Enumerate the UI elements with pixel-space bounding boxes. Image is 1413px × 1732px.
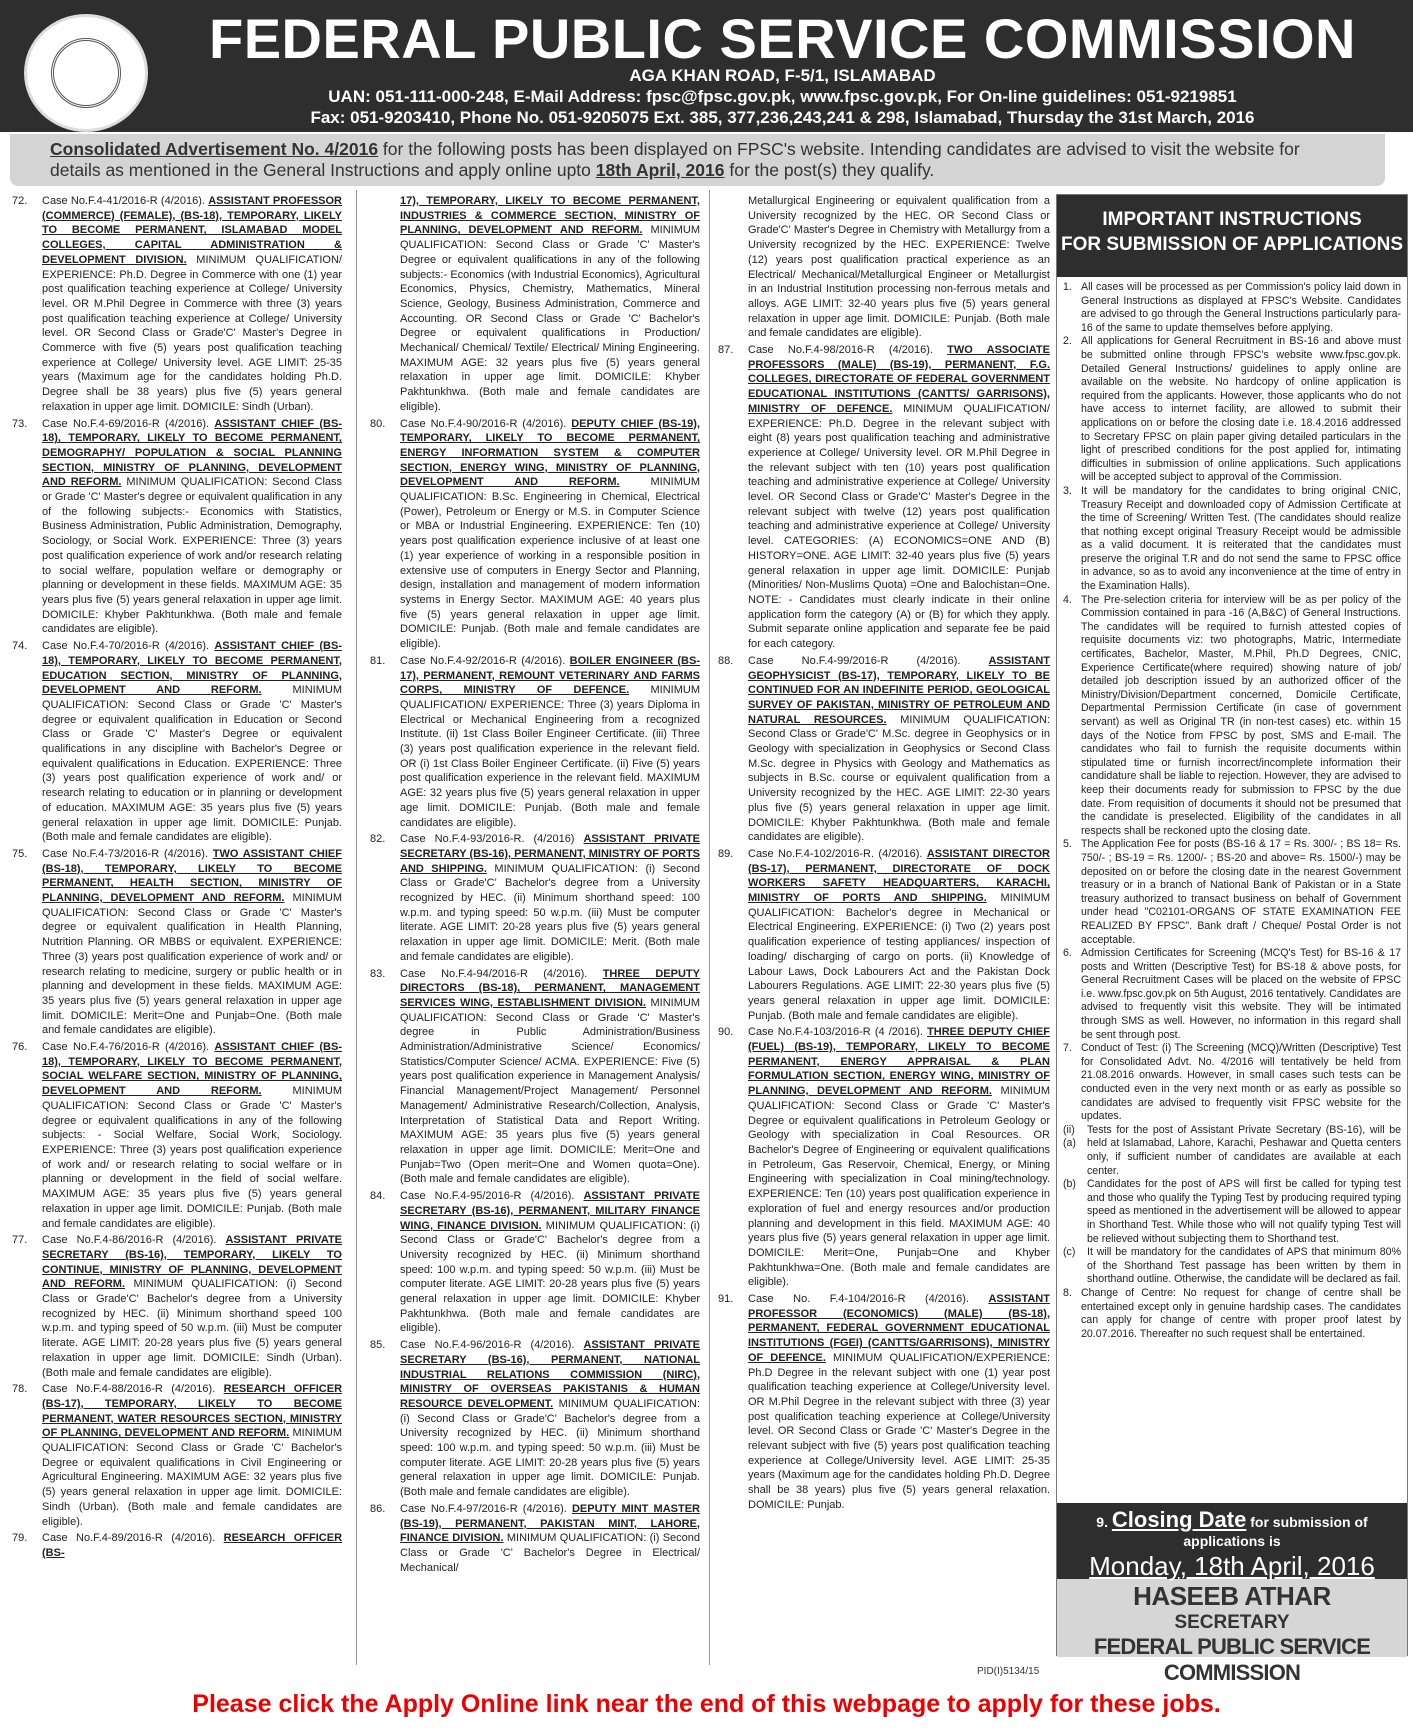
jobs-column-3 (718, 194, 1050, 1664)
job-entry (718, 194, 1050, 341)
post-title: ASSISTANT PROFESSOR (COMMERCE) (FEMALE), (BS-18), TEMPORARY, LIKELY TO BECOME PERMANENT, ISLAMABAD MODEL COLLEGES, CAPITAL ADMINISTRATION & DEVELOPMENT DIVISION. (42, 195, 342, 266)
entry-number: 83. (370, 967, 386, 980)
entry-text (42, 417, 342, 638)
entry-text (400, 1189, 700, 1336)
job-entry (12, 847, 342, 1038)
entry-number: 74. (12, 640, 28, 653)
instruction-number: (b) (1063, 1178, 1076, 1191)
instruction-text: Admission Certificates for Screening (MCQ's Test) for BS-16 & 17 posts and Written (Descriptive Test) for BS-18 & above posts, for General Recruitment Cases will be placed on the website of FPSC i.e. www.fpsc.gov.pk on 5th August, 2016 tentatively. Candidates are advised to frequently visit this website. They will be intimated through SMS as well. However, no information in this regard shall be sent through post. (1081, 947, 1401, 1041)
apply-online-notice: Please click the Apply Online link near the end of this webpage to apply for these jobs. (192, 1690, 1221, 1718)
post-title: DEPUTY MINT MASTER (BS-19), PERMANENT, PAKISTAN MINT, LAHORE, FINANCE DIVISION. (400, 1502, 700, 1545)
post-details: MINIMUM QUALIFICATION: B.Sc. Engineering in Chemical, Electrical (Power), Petroleum or Energy or M.S. in Computer Science or MBA or Industrial Engineering. EXPERIENCE: Ten (10) years post qualification experience inclusive of at least one (1) year experience of working in a responsible position in extensive use of computers in Energy Sector and Planning, design, installation and management of modern information systems in Energy Sector. MAXIMUM AGE: 40 years plus five (5) years general relaxation in upper age limit. DOMICILE: Punjab. (Both male and female candidates are eligible). (400, 476, 700, 651)
case-number: Case No.F.4-69/2016-R (4/2016). (42, 417, 210, 430)
address: AGA KHAN ROAD, F-5/1, ISLAMABAD (629, 66, 936, 85)
entry-number (718, 194, 748, 341)
signatory-org: FEDERAL PUBLIC SERVICE COMMISSION (1093, 1634, 1371, 1685)
case-number: Case No.F.4-98/2016-R (4/2016). (748, 344, 933, 357)
post-details: MINIMUM QUALIFICATION/ EXPERIENCE: Three (3) years Diploma in Electrical or Mechanical Engineering from a recognized Institute. (ii) 1st Class Boiler Engineer Certificate. (iii) Three (3) years post qualification experience in the relevant field. OR (i) 1st Class Boiler Engineer Certificate. (ii) Five (5) years post qualification experience in the relevant field. MAXIMUM AGE: 32 years plus five (5) years general relaxation in upper age limit. DOMICILE: Punjab. (Both male and female candidates are eligible). (400, 684, 700, 829)
instruction-item (1063, 594, 1401, 839)
instruction-item (1063, 485, 1401, 594)
job-entry (718, 1025, 1050, 1290)
post-details: MINIMUM QUALIFICATION: Second Class or Grade'C' M.Sc. degree in Geophysics or in Geology with specialization in Geophysics or Second Class M.Sc. degree in Physics with Geology and Mathematics as subjects in B.Sc. course or equivalent qualification from a University recognized by the HEC. AGE LIMIT: 22-30 years plus five (5) years general relaxation in upper age limit. DOMICILE: Khyber Pakhtunkhwa. (Both male and female candidates are eligible). (748, 713, 1050, 844)
entry-number: 79. (12, 1532, 28, 1545)
instruction-text: All cases will be processed as per Commission's policy laid down in General Instructions as displayed at FPSC's Website. Candidates are advised to go through the General Instructions particularly para-16 of the same to update themselves before applying. (1081, 281, 1401, 334)
instruction-number: 8. (1063, 1286, 1072, 1299)
entry-text (42, 1233, 342, 1380)
entry-number: 84. (370, 1190, 386, 1203)
case-number: Case No.F.4-94/2016-R (4/2016). (400, 967, 588, 980)
post-details: MINIMUM QUALIFICATION: Second Class or Grade 'C' Master's Degree or equivalent qualifications in Petroleum Geology or Geology with specialization in Coal Resources. OR Bachelor's Degree of Engineering or equivalent qualifications in Petroleum, Gas Reservoir, Chemical, Energy, or Mining Engineering with specialization in Coal mining/technology. EXPERIENCE: Ten (10) years post qualification experience in exploration of fuel and energy resources and/or production planning and development in this field. MAXIMUM AGE: 40 years plus five (5) years general relaxation in upper age limit. DOMICILE: Merit=One, Punjab=One and Khyber Pakhtunkhwa=One. (Both male and female candidates are eligible). (748, 1085, 1050, 1289)
post-details: MINIMUM QUALIFICATION: Second Class or Grade 'C' Master's degree or equivalent qualification in Education or Second Class or Grade 'C' Master's Degree or equivalent qualifications in any discipline with Bachelor's Degree or equivalent qualifications in Education. EXPERIENCE: Three (3) years post qualification experience of work and/ or research relating to education or in planning or development of education. MAXIMUM AGE: 35 years plus five (5) years general relaxation in upper age limit. DOMICILE: Punjab. (Both male and female candidates are eligible). (42, 684, 342, 844)
heading-line-2: FOR SUBMISSION OF APPLICATIONS (1061, 234, 1404, 255)
job-entry (370, 967, 700, 1188)
instruction-item (1063, 838, 1401, 947)
post-title: ASSISTANT CHIEF (BS-18), TEMPORARY, LIKELY TO BECOME PERMANENT, DEMOGRAPHY/ POPULATION & SOCIAL PLANNING SECTION, MINISTRY OF PLANNING, DEVELOPMENT AND REFORM. (42, 417, 342, 489)
fax-line: Fax: 051-9203410, Phone No. 051-9205075 Ext. 385, 377,236,243,241 & 298, Islamabad, Thursday the 31st March, 2016 (310, 108, 1255, 127)
post-title: ASSISTANT DIRECTOR (BS-17), PERMANENT, DIRECTORATE OF DOCK WORKERS SAFETY HEADQUARTERS, KARACHI, MINISTRY OF PORTS AND SHIPPING. (748, 847, 1050, 905)
instruction-item (1063, 947, 1401, 1042)
post-details: MINIMUM QUALIFICATION: Second Class or Grade 'C' Master's degree or equivalent qualification in Health Planning, Nutrition Planning. OR MBBS or equivalent. EXPERIENCE: Three (3) years post qualification experience of work and/ or research relating to medicine, surgery or public health or in planning and development in these fields. MAXIMUM AGE: 35 years plus five (5) years general relaxation in upper age limit. DOMICILE: Merit=One and Punjab=One. (Both male and female candidates are eligible). (42, 892, 342, 1037)
post-details: MINIMUM QUALIFICATION: Second Class or Grade 'C' Master's degree in Public Administration/Business Administration/Administrative Science/ Economics/ Statistics/Computer Science/ ACMA. EXPERIENCE: Five (5) years post qualification experience in Management Analysis/ Financial Management/Project Management/ Personnel Management/ Administrative Research/Collection, Analysis, Interpretation of Statistical Data and Report Writing. MAXIMUM AGE: 35 years plus five (5) years general relaxation in upper age limit. DOMICILE: Merit=One and Punjab=Two (Open merit=One and Women quota=One). (Both male and female candidates are eligible). (400, 996, 700, 1186)
case-number: Case No.F.4-93/2016-R. (4/2016) (400, 833, 575, 846)
entry-text (400, 832, 700, 964)
instruction-number: 1. (1063, 281, 1072, 293)
entry-number: 85. (370, 1339, 386, 1352)
entry-text (748, 194, 1050, 341)
case-number: Case No.F.4-92/2016-R (4/2016). (400, 654, 566, 667)
case-number: Case No.F.4-103/2016-R (4 /2016). (748, 1026, 923, 1039)
header-band (0, 0, 1413, 132)
job-entry (12, 1233, 342, 1380)
post-title: ASSISTANT PRIVATE SECRETARY (BS-16), PERMANENT, MILITARY FINANCE WING, FINANCE DIVISION. (400, 1190, 700, 1232)
post-title: ASSISTANT CHIEF (BS-18), TEMPORARY, LIKELY TO BECOME PERMANENT, EDUCATION SECTION, MINISTRY OF PLANNING, DEVELOPMENT AND REFORM. (42, 640, 342, 697)
post-details: MINIMUM QUALIFICATION: (i) Second Class or Grade'C' Bachelor's degree from a University recognized by HEC. (ii) Minimum shorthand speed: 100 w.p.m. and typing speed: 50 w.p.m. (iii) Must be computer literate. AGE LIMIT: 20-28 years plus five (5) years general relaxation in upper age limit. DOMICILE: Khyber Pakhtunkhwa. (Both male and female candidates are eligible). (400, 1219, 700, 1335)
post-title: ASSISTANT GEOPHYSICIST (BS-17), TEMPORARY, LIKELY TO BE CONTINUED FOR AN INDEFINITE PERIOD, GEOLOGICAL SURVEY OF PAKISTAN, MINISTRY OF PETROLEUM AND NATURAL RESOURCES. (748, 654, 1050, 726)
column-divider (356, 190, 357, 1665)
job-entry (718, 1292, 1050, 1513)
instruction-item (1063, 1124, 1401, 1178)
job-entry (12, 639, 342, 845)
instruction-number: (ii) (a) (1063, 1123, 1076, 1150)
instruction-number: 2. (1063, 335, 1072, 348)
post-title: ASSISTANT CHIEF (BS-18), TEMPORARY, LIKELY TO BECOME PERMANENT, SOCIAL WELFARE SECTION, MINISTRY OF PLANNING, DEVELOPMENT AND REFORM. (42, 1041, 342, 1098)
case-number: Case No.F.4-76/2016-R (4/2016). (42, 1041, 210, 1054)
entry-text (42, 194, 342, 415)
entry-number: 76. (12, 1041, 28, 1054)
fpsc-logo (24, 14, 148, 132)
instruction-text: The Application Fee for posts (BS-16 & 17 = Rs. 300/- ; BS 18= Rs. 750/- ; BS-19 = Rs. 1200/- ; BS-20 and above= Rs. 1500/-) may be deposited on or before the closing date in the nearest Government treasury or in a branch of National Bank of Pakistan or in a State treasury authorized to transact business on behalf of Government under head "C02101-ORGANS OF STATE EXAMINATION FEE REALIZED BY FPSC". Bank draft / Cheque/ Postal Order is not acceptable. (1081, 838, 1401, 946)
entry-number: 75. (12, 847, 28, 860)
entry-text (400, 194, 700, 415)
pid-number: PID(I)5134/15 (977, 1666, 1040, 1677)
job-entry (12, 1531, 342, 1560)
job-entry (370, 1189, 700, 1336)
post-details: Metallurgical Engineering or equivalent qualification from a University recognized by the HEC. OR Second Class or Grade'C' Master's Degree in Chemistry with Metallurgy from a University recognized by the HEC. EXPERIENCE: Twelve (12) years post qualification practical experience as an Electrical/ Mechanical/Metallurgical Engineer or Metallurgist in an Industrial Institution processing non-ferrous metals and alloys. AGE LIMIT: 32-40 years plus five (5) years general relaxation in upper age limit. DOMICILE: Punjab. (Both male and female candidates are eligible). (748, 195, 1050, 340)
banner-text-end: for the post(s) they qualify. (724, 160, 935, 180)
contact-line: UAN: 051-111-000-248, E-Mail Address: fpsc@fpsc.gov.pk, www.fpsc.gov.pk, For On-line guidelines: 051-9219851 (328, 87, 1237, 106)
job-entry (370, 1502, 700, 1576)
case-number: Case No.F.4-97/2016-R (4/2016). (400, 1502, 567, 1515)
post-details: MINIMUM QUALIFICATION/ EXPERIENCE: Ph.D. Degree in the relevant subject with eight (8) years post qualification teaching and administrative experience at College/ University level. OR M.Phil Degree in the relevant subject with ten (10) years post qualification teaching and administrative experience at College/ University level. OR Second Class or Grade'C' Master's Degree in the relevant subject with twelve (12) years post qualification teaching and administrative experience at College/ University level. CATEGORIES: (A) ECONOMICS=ONE AND (B) HISTORY=ONE. AGE LIMIT: 32-40 years plus five (5) years general relaxation in upper age limit. DOMICILE: Punjab (Minorities/ Non-Muslims Quota) =One and Balochistan=One. NOTE: - Candidates must clearly indicate in their online application form the category (A) or (B) for which they apply. Submit separate online application and separate fee be paid for each category. (748, 402, 1050, 651)
signatory-designation: SECRETARY (1174, 1612, 1290, 1633)
post-details: MINIMUM QUALIFICATION/EXPERIENCE: Ph.D Degree in the relevant subject with one (1) year post qualification teaching experience at College/University level. OR M.Phil Degree in the relevant subject with three (3) year post qualification teaching experience at College/University level. OR Second Class or Grade 'C' Master's Degree in the relevant subject with five (5) years post qualification teaching experience at College/University level. AGE LIMIT: 25-35 years (Maximum age for the candidates holding Ph.D. Degree shall be 38 years) plus five (5) years general relaxation. DOMICILE: Punjab. (748, 1351, 1050, 1511)
entry-number: 78. (12, 1383, 28, 1396)
post-title: TWO ASSOCIATE PROFESSORS (MALE) (BS-19), PERMANENT, F.G. COLLEGES, DIRECTORATE OF FEDERAL GOVERNMENT EDUCATIONAL INSTITUTIONS (CANTTS/ GARRISONS), MINISTRY OF DEFENCE. (748, 344, 1050, 415)
post-title: ASSISTANT PRIVATE SECRETARY (BS-16), PERMANENT, NATIONAL INDUSTRIAL RELATIONS COMMISSION (NIRC), MINISTRY OF OVERSEAS PAKISTANIS & HUMAN RESOURCE DEVELOPMENT. (400, 1339, 700, 1410)
entry-number: 90. (718, 1026, 734, 1039)
entry-number: 82. (370, 833, 386, 846)
instruction-item (1063, 335, 1401, 485)
entry-text (400, 1338, 700, 1500)
case-number: Case No. F.4-104/2016-R (4/2016). (748, 1293, 969, 1306)
instructions-heading (1057, 195, 1407, 277)
entry-number: 87. (718, 344, 734, 357)
instruction-item (1063, 1178, 1401, 1246)
banner-text: for the following posts has been displayed on FPSC's website. Intending candidates are advised to visit the website for details as mentioned in the General Instructions and apply online upto (50, 139, 1300, 180)
closing-date: Monday, 18th April, 2016 (1089, 1551, 1375, 1581)
apply-date: 18th April, 2016 (595, 160, 725, 180)
jobs-column-2 (370, 194, 700, 1664)
column-divider (709, 190, 710, 1665)
post-title: RESEARCH OFFICER (BS-17), TEMPORARY, LIKELY TO BECOME PERMANENT, WATER RESOURCES SECTION, MINISTRY OF PLANNING, DEVELOPMENT AND REFORM. (42, 1383, 342, 1440)
post-details: MINIMUM QUALIFICATION: Second Class or Grade 'C' Master's degree or equivalent qualification in any of the following subjects:- Economics with Statistics, Business Administration, Public Administration, Demography, Sociology, or Social Work. EXPERIENCE: Three (3) years post qualification experience of work and/or research relating to social welfare, population welfare or demography or planning or development in these fields. MAXIMUM AGE: 35 years plus five (5) years general relaxation in upper age limit. DOMICILE: Khyber Pakhtunkhwa. (Both male and female candidates are eligible). (42, 476, 342, 636)
post-title: 17), TEMPORARY, LIKELY TO BECOME PERMANENT, INDUSTRIES & COMMERCE SECTION, MINISTRY OF PLANNING, DEVELOPMENT AND REFORM. (400, 195, 700, 237)
instruction-text: The Pre-selection criteria for interview will be as per policy of the Commission contained in para -16 (A,B&C) of General Instructions. The candidates will be required to furnish attested copies of requisite documents viz: two photographs, Matric, Intermediate certificates, Bachelor, Master, M.Phil, Ph.D Degrees, CNIC, Experience Certificate(where required) showing nature of job/ detailed job description issued by an authorized officer of the Ministry/Division/Department concerned, Domicile Certificate, Departmental Permission Certificate (in case of government servant) as well as Original TR (in non-test cases) etc. within 15 days of the Notice from FPSC by post, SMS and E-mail. The candidates who fail to furnish the requisite documents within stipulated time or furnish incorrect/incomplete information their candidature shall be liable to rejection. However, they are advised to keep their documents ready for submission to FPSC by the due date. From requisition of documents it should not be presumed that the candidate is preselected. Eligibility of the candidates in all respects shall be reckoned upto the closing date. (1081, 593, 1401, 837)
case-number: Case No.F.4-90/2016-R (4/2016). (400, 417, 567, 430)
entry-number: 88. (718, 654, 734, 667)
case-number: Case No.F.4-102/2016-R. (4/2016). (748, 847, 923, 860)
instruction-text: All applications for General Recruitment in BS-16 and above must be submitted online through FPSC's website www.fpsc.gov.pk. Detailed General Instructions/ guidelines to apply online are available on the website. No hardcopy of online application is required from the applicants. However, those applicants who do not have access to internet facility, are allowed to submit their applications on or before the closing date i.e. 18.4.2016 addressed to Secretary FPSC on plain paper giving detailed particulars in the light of prescribed conditions for the post applied for, intimating difficulties in submission of online applications. Such applications will be accepted subject to approval of the Commission. (1081, 335, 1401, 484)
case-number: Case No.F.4-88/2016-R (4/2016). (42, 1383, 216, 1396)
entry-text (400, 1502, 700, 1576)
entry-text (400, 967, 700, 1188)
case-number: Case No.F.4-86/2016-R (4/2016). (42, 1234, 217, 1247)
post-details: MINIMUM QUALIFICATION: (i) Second Class or Grade'C' Bachelor's degree from a University recognized by HEC. (ii) Minimum shorthand speed 100 w.p.m. and typing speed of 50 w.p.m. (iii) Must be computer literate. AGE LIMIT: 20-28 years plus five (5) years general relaxation in upper age limit. DOMICILE: Sindh (Urban). (Both male and female candidates are eligible). (42, 1278, 342, 1379)
entry-number: 91. (718, 1293, 734, 1306)
instruction-item (1063, 1287, 1401, 1341)
instruction-text: It will be mandatory for the candidates to bring original CNIC, Treasury Receipt and downloaded copy of Admission Certificate at the time of Screening/ Written Test. (The candidates should realize that nothing except original Treasury Receipt would be admissible as a valid document. It is reiterated that the candidates must preserve the original T.R and do not send the same to FPSC office in advance, so as to avoid any inconvenience at the time of entry in the Examination Halls). (1081, 484, 1401, 593)
job-entry (12, 1040, 342, 1231)
job-entry (12, 417, 342, 638)
entry-number: 72. (12, 195, 28, 207)
entry-text (42, 1382, 342, 1529)
instruction-item (1063, 1042, 1401, 1124)
job-entry (370, 417, 700, 652)
entry-text (748, 1292, 1050, 1513)
case-number: Case No.F.4-73/2016-R (4/2016). (42, 847, 208, 860)
instruction-number: 4. (1063, 593, 1072, 606)
job-entry (370, 1338, 700, 1500)
post-title: DEPUTY CHIEF (BS-19), TEMPORARY, LIKELY TO BECOME PERMANENT, ENERGY INFORMATION SYSTEM & COMPUTER SECTION, ENERGY WING, MINISTRY OF PLANNING, DEVELOPMENT AND REFORM. (400, 417, 700, 489)
entry-number: 89. (718, 847, 734, 860)
closing-text: for submission of applications is (1183, 1514, 1368, 1549)
instructions-list (1057, 277, 1407, 1503)
instruction-text: It will be mandatory for the candidates of APS that minimum 80% of the Shorthand Test passage has been written by them in shorthand outline. Otherwise, the candidate will be declared as fail. (1087, 1246, 1401, 1286)
instruction-number: (c) (1063, 1246, 1076, 1259)
instruction-number: 6. (1063, 947, 1072, 960)
post-title: ASSISTANT PRIVATE SECRETARY (BS-16), TEMPORARY, LIKELY TO CONTINUE, MINISTRY OF PLANNING, DEVELOPMENT AND REFORM. (42, 1234, 342, 1291)
post-title: ASSISTANT PROFESSOR (ECONOMICS) (MALE) (BS-18), PERMANENT, FEDERAL GOVERNMENT EDUCATIONAL INSTITUTIONS (FGEI) (CANTTS/GARRISONS), MINISTRY OF DEFENCE. (748, 1293, 1050, 1364)
case-number: Case No.F.4-89/2016-R (4/2016). (42, 1532, 216, 1545)
instruction-text: Change of Centre: No request for change of centre shall be entertained except only in genuine hardship cases. The candidates can apply for change of centre with proper proof latest by 20.07.2016. Thereafter no such request shall be entertained. (1081, 1286, 1401, 1340)
post-title: BOILER ENGINEER (BS-17), PERMANENT, REMOUNT VETERINARY AND FARMS CORPS, MINISTRY OF DEFENCE. (400, 654, 700, 697)
post-title: RESEARCH OFFICER (BS- (42, 1532, 342, 1559)
job-entry (370, 832, 700, 964)
job-entry (12, 194, 342, 415)
entry-text (42, 847, 342, 1038)
job-entry (12, 1382, 342, 1529)
post-details: MINIMUM QUALIFICATION: (i) Second Class or Grade'C' Bachelor's degree from a University recognized by HEC. (ii) Minimum shorthand speed: 100 w.p.m. and typing speed: 50 w.p.m. (iii) Must be computer literate. AGE LIMIT: 20-28 years plus five (5) years general relaxation in upper age limit. DOMICILE: Merit. (Both male and female candidates are eligible). (400, 862, 700, 963)
post-details: MINIMUM QUALIFICATION: (i) Second Class or Grade 'C' Bachelor's Degree in Electrical/ Mechanical/ (400, 1532, 700, 1574)
signatory-name: HASEEB ATHAR (1133, 1581, 1331, 1611)
instruction-item (1063, 1246, 1401, 1287)
closing-date-box (1057, 1503, 1407, 1579)
post-title: THREE DEPUTY CHIEF (FUEL) (BS-19), TEMPORARY, LIKELY TO BECOME PERMANENT, ENERGY APPRAISAL & PLAN FORMULATION SECTION, ENERGY WING, MINISTRY OF PLANNING, DEVELOPMENT AND REFORM. (748, 1026, 1050, 1098)
case-number: Case No.F.4-99/2016-R (4/2016). (748, 654, 961, 667)
entry-text (748, 654, 1050, 845)
job-entry (370, 654, 700, 830)
entry-text (748, 343, 1050, 652)
post-details: MINIMUM QUALIFICATION/ EXPERIENCE: Ph.D. Degree in Commerce with one (1) year post qualification teaching experience at College/ University level. OR M.Phil Degree in Commerce with three (3) years post qualification teaching experience at College/ University level. OR Second Class or Grade'C' Master's Degree in Commerce with five (5) years post qualification teaching experience at College/ University level. AGE LIMIT: 25-35 years (Maximum age for the candidates holding Ph.D. Degree shall be 38 years) plus five (5) years general relaxation in upper age limit. DOMICILE: Sindh (Urban). (42, 253, 342, 413)
instructions-panel (1056, 194, 1408, 1685)
closing-num: 9. (1096, 1514, 1108, 1530)
job-entry (718, 847, 1050, 1023)
entry-text (400, 417, 700, 652)
instruction-item (1063, 281, 1401, 335)
case-number: Case No.F.4-95/2016-R (4/2016). (400, 1190, 575, 1203)
instruction-number: 3. (1063, 484, 1072, 497)
entry-number: 86. (370, 1502, 386, 1515)
instruction-text: Tests for the post of Assistant Private Secretary (BS-16), will be held at Islamabad, Lahore, Karachi, Peshawar and Quetta centers only, if sufficient number of candidates are available at each center. (1087, 1123, 1401, 1177)
page-title: FEDERAL PUBLIC SERVICE COMMISSION (209, 7, 1356, 70)
post-title: TWO ASSISTANT CHIEF (BS-18), TEMPORARY, LIKELY TO BECOME PERMANENT, HEALTH SECTION, MINISTRY OF PLANNING, DEVELOPMENT AND REFORM. (42, 847, 342, 905)
post-title: ASSISTANT PRIVATE SECRETARY (BS-16), PERMANENT, MINISTRY OF PORTS AND SHIPPING. (400, 833, 700, 875)
entry-text (748, 1025, 1050, 1290)
entry-number: 80. (370, 417, 386, 430)
job-entry (370, 194, 700, 415)
signature-box (1057, 1579, 1407, 1685)
job-entry (718, 343, 1050, 652)
post-details: MINIMUM QUALIFICATION: Bachelor's degree in Mechanical or Electrical Engineering. EXPERIENCE: (i) Two (2) years post qualification experience of testing appliances/ inspection of loading/ discharging of cargo on ports. (ii) Knowledge of Labour Laws, Dock Labourers Act and the Pakistan Dock Labourers Regulations. AGE LIMIT: 22-30 years plus five (5) years general relaxation in upper age limit. DOMICILE: Punjab. (Both male and female candidates are eligible). (748, 892, 1050, 1022)
instruction-text: Candidates for the post of APS will first be called for typing test and those who qualify the Typing Test by producing required typing speed as mentioned in the advertisement will be allowed to appear in Shorthand Test. While those who will not qualify typing Test will be relieved without subjecting them to Shorthand test. (1087, 1178, 1401, 1245)
entry-text (42, 1040, 342, 1231)
jobs-column-1 (12, 194, 342, 1664)
entry-number: 77. (12, 1234, 28, 1247)
post-details: MINIMUM QUALIFICATION: (i) Second Class or Grade'C' Bachelor's degree from a University recognized by HEC. (ii) Minimum shorthand speed: 100 w.p.m. and typing speed: 50 w.p.m. (iii) Must be computer literate. AGE LIMIT: 20-28 years plus five (5) years general relaxation in upper age limit. DOMICILE: Punjab. (Both male and female candidates are eligible). (400, 1397, 700, 1499)
entry-text (748, 847, 1050, 1023)
instruction-text: Conduct of Test: (i) The Screening (MCQ)/Written (Descriptive) Test for Consolidated Advt. No. 4/2016 will tentatively be held from 21.08.2016 onwards. However, in small cases such tests can be conducted even in the very next month or as early as possible so candidates are advised to frequently visit FPSC website for the updates. (1081, 1042, 1401, 1123)
entry-text (42, 639, 342, 845)
heading-line-1: IMPORTANT INSTRUCTIONS (1102, 209, 1362, 230)
closing-label: Closing Date (1111, 1507, 1247, 1532)
post-title: THREE DEPUTY DIRECTORS (BS-18), PERMANENT, MANAGEMENT SERVICES WING, ESTABLISHMENT DIVISION. (400, 967, 700, 1009)
entry-number (370, 194, 400, 415)
entry-text (400, 654, 700, 830)
entry-text (42, 1531, 342, 1560)
entry-number: 81. (370, 654, 386, 667)
instruction-number: 5. (1063, 838, 1072, 851)
case-number: Case No.F.4-96/2016-R (4/2016). (400, 1339, 575, 1352)
advertisement-banner (10, 134, 1385, 186)
case-number: Case No.F.4-41/2016-R (4/2016). (42, 195, 205, 207)
post-details: MINIMUM QUALIFICATION: Second Class or Grade 'C' Master's degree or equivalent qualifications in any of the following subjects: - Social Welfare, Social Work, Sociology. EXPERIENCE: Three (3) years post qualification experience of work and/ or research relating to social welfare or in planning or development in the field of social welfare. MAXIMUM AGE: 35 years plus five (5) years general relaxation in upper age limit. DOMICILE: Punjab. (Both male and female candidates are eligible). (42, 1085, 342, 1230)
advertisement-number: Consolidated Advertisement No. 4/2016 (50, 139, 379, 159)
entry-number: 73. (12, 417, 28, 430)
post-details: MINIMUM QUALIFICATION: Second Class or Grade 'C' Master's Degree or equivalent qualifications in any of the following subjects:- Economics (with Industrial Economics), Agricultural Economics, Physics, Chemistry, Mathematics, Mineral Science, Geology, Business Administration, Commerce and Accounting. OR Second Class or Grade 'C' Bachelor's Degree or equivalent qualifications in Production/ Mechanical/ Chemical/ Textile/ Electrical/ Mining Engineering. MAXIMUM AGE: 32 years plus five (5) years general relaxation in upper age limit. DOMICILE: Khyber Pakhtunkhwa. (Both male and female candidates are eligible). (400, 224, 700, 413)
case-number: Case No.F.4-70/2016-R (4/2016). (42, 640, 210, 653)
post-details: MINIMUM QUALIFICATION: Second Class or Grade 'C' Bachelor's Degree or equivalent qualifications in Civil Engineering or Agricultural Engineering. MAXIMUM AGE: 32 years plus five (5) years general relaxation in upper age limit. DOMICILE: Sindh (Urban). (Both male and female candidates are eligible). (42, 1427, 342, 1528)
instruction-number: 7. (1063, 1042, 1072, 1055)
job-entry (718, 654, 1050, 845)
